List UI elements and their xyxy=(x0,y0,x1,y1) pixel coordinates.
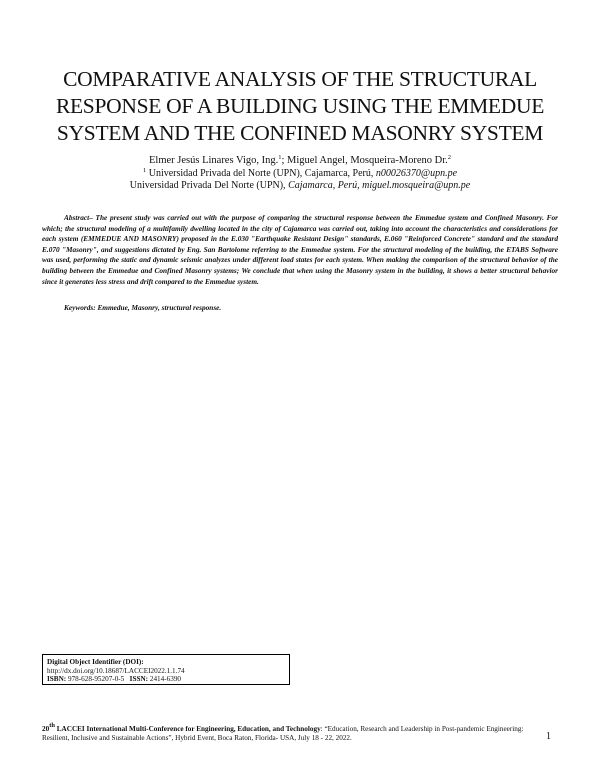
author-name: Miguel Angel, Mosqueira-Moreno Dr. xyxy=(287,155,448,166)
affiliation-email: Cajamarca, Perú, miguel.mosqueira@upn.pe xyxy=(288,180,471,191)
conference-footer xyxy=(42,722,542,744)
page-number: 1 xyxy=(546,731,551,742)
affiliation-email: n00026370@upn.pe xyxy=(375,168,458,179)
abstract-label: Abstract xyxy=(64,213,90,222)
conference-theme: : “Education, Research and Leadership in Post-pandemic Engineering: Resilient, Inclusive and Sustainable Actions”, Hybrid Event, Boca Raton, Florida- USA, July 18 - 22, 2022. xyxy=(42,725,524,743)
title-line: SYSTEM AND THE CONFINED MASONRY SYSTEM xyxy=(56,121,544,145)
paper-title xyxy=(40,66,560,147)
issn-label: ISSN: xyxy=(129,675,149,684)
author-affiliation-mark: 2 xyxy=(447,154,451,161)
abstract xyxy=(42,213,558,287)
title-line: RESPONSE OF A BUILDING USING THE EMMEDUE xyxy=(55,94,545,118)
doi-box xyxy=(42,654,290,685)
affiliation xyxy=(40,180,560,192)
isbn-label: ISBN: xyxy=(47,675,67,684)
author-name: Elmer Jesús Linares Vigo, Ing. xyxy=(149,155,279,166)
isbn-issn-line xyxy=(47,675,285,684)
affiliation xyxy=(40,168,560,180)
conference-name: LACCEI International Multi-Conference for Engineering, Education, and Technology xyxy=(54,725,321,733)
issn-value: 2414-6390 xyxy=(148,675,182,684)
abstract-text: – The present study was carried out with the purpose of comparing the structural response between the Emmedue system and Confined Masonry. For which; the structural modeling of a multifamily dwelling located in the city of Cajamarca was carried out, taking into account the characteristics and considerations for each system (EMMEDUE AND MASONRY) proposed in the E.030 "Earthquake Resistant Design" standards, E.060 "Reinforced Concrete" standard and the standard E.070 "Masonry", and suggestions dictated by Eng. San Bartolome referring to the Emmedue system. For the structural modeling of the building, the ETABS Software was used, performing the static and dynamic seismic analyzes under different load states for each system. When making the comparison of the structural behavior of the building between the Emmedue and Confined Masonry systems; We conclude that when using the Masonry system in the building, it shows a better structural behavior since it generates less stress and drift compared to the Emmedue system. xyxy=(42,213,558,286)
isbn-value: 978-628-95207-0-5 xyxy=(66,675,125,684)
keywords: Keywords: Emmedue, Masonry, structural response. xyxy=(64,303,222,312)
affiliation-org: Universidad Privada Del Norte (UPN), xyxy=(129,180,289,191)
conference-ordinal: th xyxy=(49,722,55,729)
affiliation-org: Universidad Privada del Norte (UPN), Cajamarca, Perú, xyxy=(146,168,376,179)
doi-heading: Digital Object Identifier (DOI): xyxy=(47,658,144,666)
author-affiliation-mark: 1 xyxy=(278,154,282,161)
author-list xyxy=(40,155,560,167)
author-separator: ; xyxy=(281,155,288,166)
doi-link[interactable]: http://dx.doi.org/10.18687/LACCEI2022.1.1.74 xyxy=(47,666,185,675)
title-line: COMPARATIVE ANALYSIS OF THE STRUCTURAL xyxy=(63,67,537,91)
affiliation-mark: 1 xyxy=(142,167,147,174)
conference-number: 20 xyxy=(42,725,50,733)
